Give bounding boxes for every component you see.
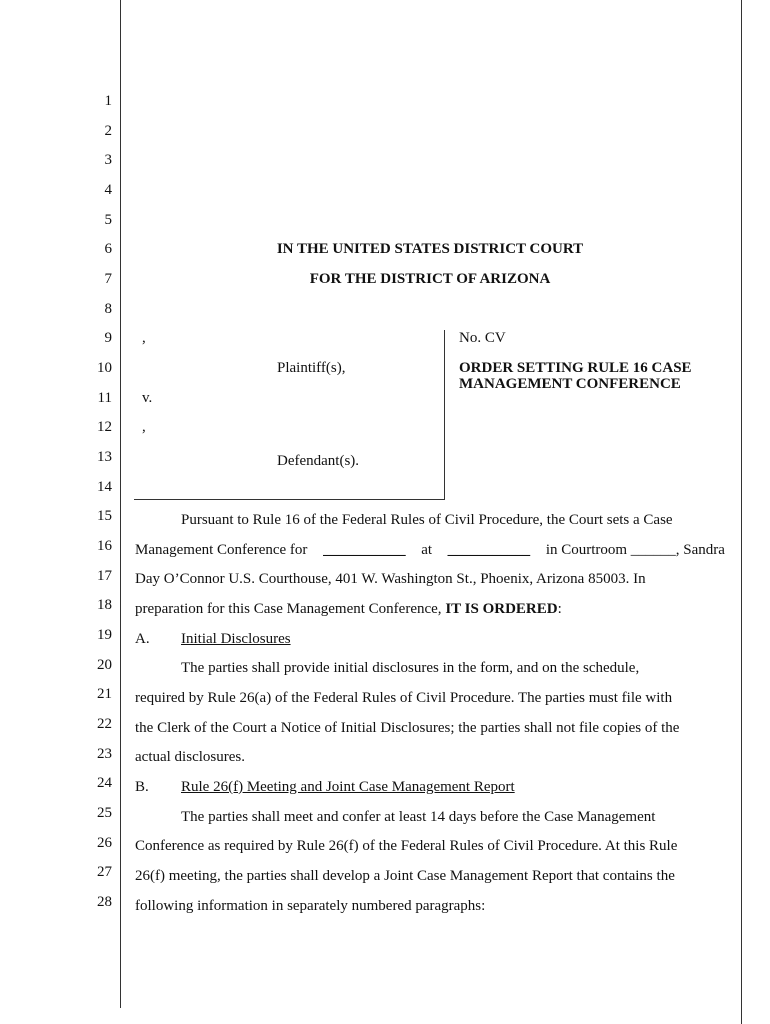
section-heading: Initial Disclosures	[181, 631, 291, 647]
right-margin-rule	[741, 0, 742, 1024]
line-number: 7	[104, 271, 112, 287]
line-number: 23	[97, 746, 112, 762]
body-text-fragment: preparation for this Case Management Conference,	[135, 601, 442, 617]
body-text-line	[135, 541, 725, 559]
line-number: 17	[97, 568, 112, 584]
left-margin-rule	[120, 0, 121, 1008]
line-number: 25	[97, 805, 112, 821]
line-number: 5	[104, 212, 112, 228]
body-text-fragment: :	[557, 601, 562, 617]
body-text-line: The parties shall meet and confer at least 14 days before the Case Management	[181, 809, 656, 825]
line-number: 16	[97, 538, 112, 554]
line-number: 18	[97, 597, 112, 613]
section-letter: B.	[135, 779, 149, 795]
district-heading: FOR THE DISTRICT OF ARIZONA	[309, 271, 551, 287]
date-blank: ___________	[323, 542, 406, 558]
body-text-line: Pursuant to Rule 16 of the Federal Rules of Civil Procedure, the Court sets a Case	[181, 512, 673, 528]
body-text-line: following information in separately numbered paragraphs:	[135, 898, 486, 914]
line-number: 1	[104, 93, 112, 109]
line-number: 22	[97, 716, 112, 732]
line-number: 15	[97, 508, 112, 524]
line-number: 13	[97, 449, 112, 465]
it-is-ordered: IT IS ORDERED	[445, 601, 558, 617]
body-text-fragment: in Courtroom ______, Sandra	[545, 542, 725, 558]
court-name-heading: IN THE UNITED STATES DISTRICT COURT	[276, 241, 584, 257]
line-number: 10	[97, 360, 112, 376]
line-number: 14	[97, 479, 112, 495]
line-number: 12	[97, 419, 112, 435]
versus-label: v.	[142, 390, 153, 406]
line-number: 11	[97, 390, 112, 406]
line-number: 8	[104, 301, 112, 317]
body-text-line: The parties shall provide initial disclosures in the form, and on the schedule,	[181, 660, 640, 676]
defendant-name: ,	[142, 419, 146, 435]
line-number: 27	[97, 864, 112, 880]
body-text-line: 26(f) meeting, the parties shall develop a Joint Case Management Report that contains the	[135, 868, 675, 884]
body-text-fragment: at	[421, 542, 433, 558]
line-number: 2	[104, 123, 112, 139]
line-number: 6	[104, 241, 112, 257]
body-text-fragment: Management Conference for	[135, 542, 308, 558]
body-text-line: Conference as required by Rule 26(f) of the Federal Rules of Civil Procedure. At this Rule	[135, 838, 678, 854]
plaintiff-name: ,	[142, 330, 146, 346]
line-number: 9	[104, 330, 112, 346]
body-text-line: Day O’Connor U.S. Courthouse, 401 W. Washington St., Phoenix, Arizona 85003. In	[135, 571, 646, 587]
body-text-line: actual disclosures.	[135, 749, 245, 765]
line-number: 3	[104, 152, 112, 168]
section-heading: Rule 26(f) Meeting and Joint Case Management Report	[181, 779, 515, 795]
order-title-line-2: MANAGEMENT CONFERENCE	[459, 376, 681, 392]
line-number: 21	[97, 686, 112, 702]
section-letter: A.	[135, 631, 150, 647]
body-text-line: required by Rule 26(a) of the Federal Rules of Civil Procedure. The parties must file with	[135, 690, 673, 706]
defendant-label: Defendant(s).	[277, 453, 360, 469]
time-blank: ___________	[447, 542, 531, 558]
plaintiff-label: Plaintiff(s),	[277, 360, 346, 376]
line-number: 26	[97, 835, 112, 851]
order-title-line-1: ORDER SETTING RULE 16 CASE	[459, 360, 692, 376]
case-number: No. CV	[459, 330, 506, 346]
body-text-line	[135, 600, 562, 618]
line-number: 4	[104, 182, 112, 198]
caption-vertical-rule	[444, 330, 445, 500]
body-text-line: the Clerk of the Court a Notice of Initial Disclosures; the parties shall not file copies of the	[135, 720, 680, 736]
line-number: 19	[97, 627, 112, 643]
line-number: 20	[97, 657, 112, 673]
line-number: 28	[97, 894, 112, 910]
line-number: 24	[97, 775, 112, 791]
caption-horizontal-rule	[134, 499, 445, 500]
